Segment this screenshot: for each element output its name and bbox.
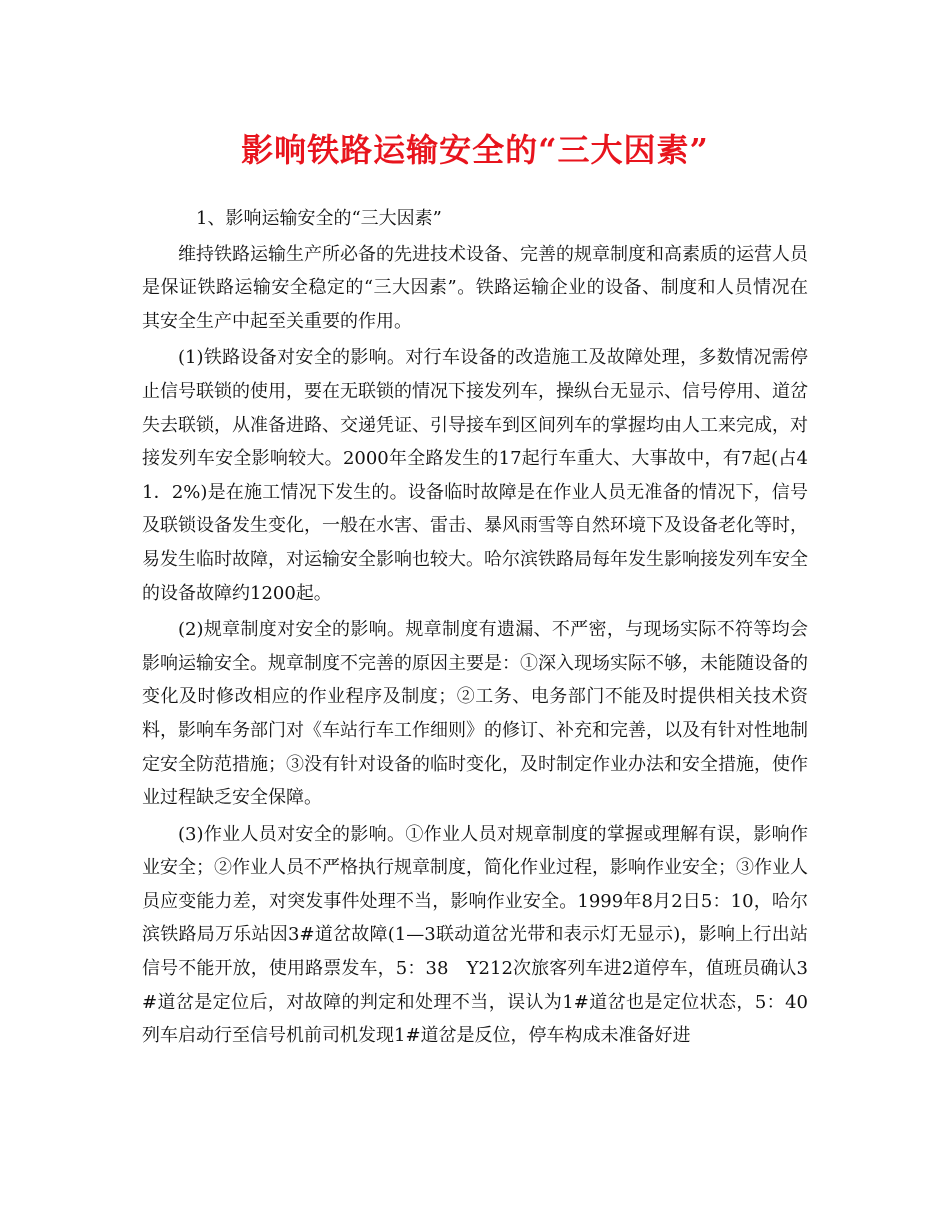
section-heading: 1、影响运输安全的“三大因素” <box>196 208 442 229</box>
paragraph-intro: 维持铁路运输生产所必备的先进技术设备、完善的规章制度和高素质的运营人员是保证铁路运输安全稳定的“三大因素”。铁路运输企业的设备、制度和人员情况在其安全生产中起至关重要的作用。 <box>142 243 808 332</box>
paragraph-equipment: (1)铁路设备对安全的影响。对行车设备的改造施工及故障处理，多数情况需停止信号联锁的使用，要在无联锁的情况下接发列车，操纵台无显示、信号停用、道岔失去联锁，从准备进路、交递凭证、引导接车到区间列车的掌握均由人工来完成，对接发列车安全影响较大。2000年全路发生的17起行车重大、大事故中，有7起(占41．2%)是在施工情况下发生的。设备临时故障是在作业人员无准备的情况下，信号及联锁设备发生变化，一般在水害、雷击、暴风雨雪等自然环境下及设备老化等时，易发生临时故障，对运输安全影响也较大。哈尔滨铁路局每年发生影响接发列车安全的设备故障约1200起。 <box>142 347 808 604</box>
paragraph-personnel: (3)作业人员对安全的影响。①作业人员对规章制度的掌握或理解有误，影响作业安全；②作业人员不严格执行规章制度，简化作业过程，影响作业安全；③作业人员应变能力差，对突发事件处理不当，影响作业安全。1999年8月2日5：10，哈尔滨铁路局万乐站因3#道岔故障(1—3联动道岔光带和表示灯无显示)，影响上行出站信号不能开放，使用路票发车，5：38 Y212次旅客列车进2道停车，值班员确认3#道岔是定位后，对故障的判定和处理不当，误认为1#道岔也是定位状态，5：40列车启动行至信号机前司机发现1#道岔是反位，停车构成未准备好进 <box>142 823 808 1047</box>
paragraph-regulations: (2)规章制度对安全的影响。规章制度有遗漏、不严密，与现场实际不符等均会影响运输安全。规章制度不完善的原因主要是：①深入现场实际不够，未能随设备的变化及时修改相应的作业程序及制度；②工务、电务部门不能及时提供相关技术资料，影响车务部门对《车站行车工作细则》的修订、补充和完善，以及有针对性地制定安全防范措施；③没有针对设备的临时变化，及时制定作业办法和安全措施，使作业过程缺乏安全保障。 <box>142 619 808 809</box>
document-title: 影响铁路运输安全的“三大因素” <box>241 131 709 169</box>
document-body <box>142 202 808 1056</box>
